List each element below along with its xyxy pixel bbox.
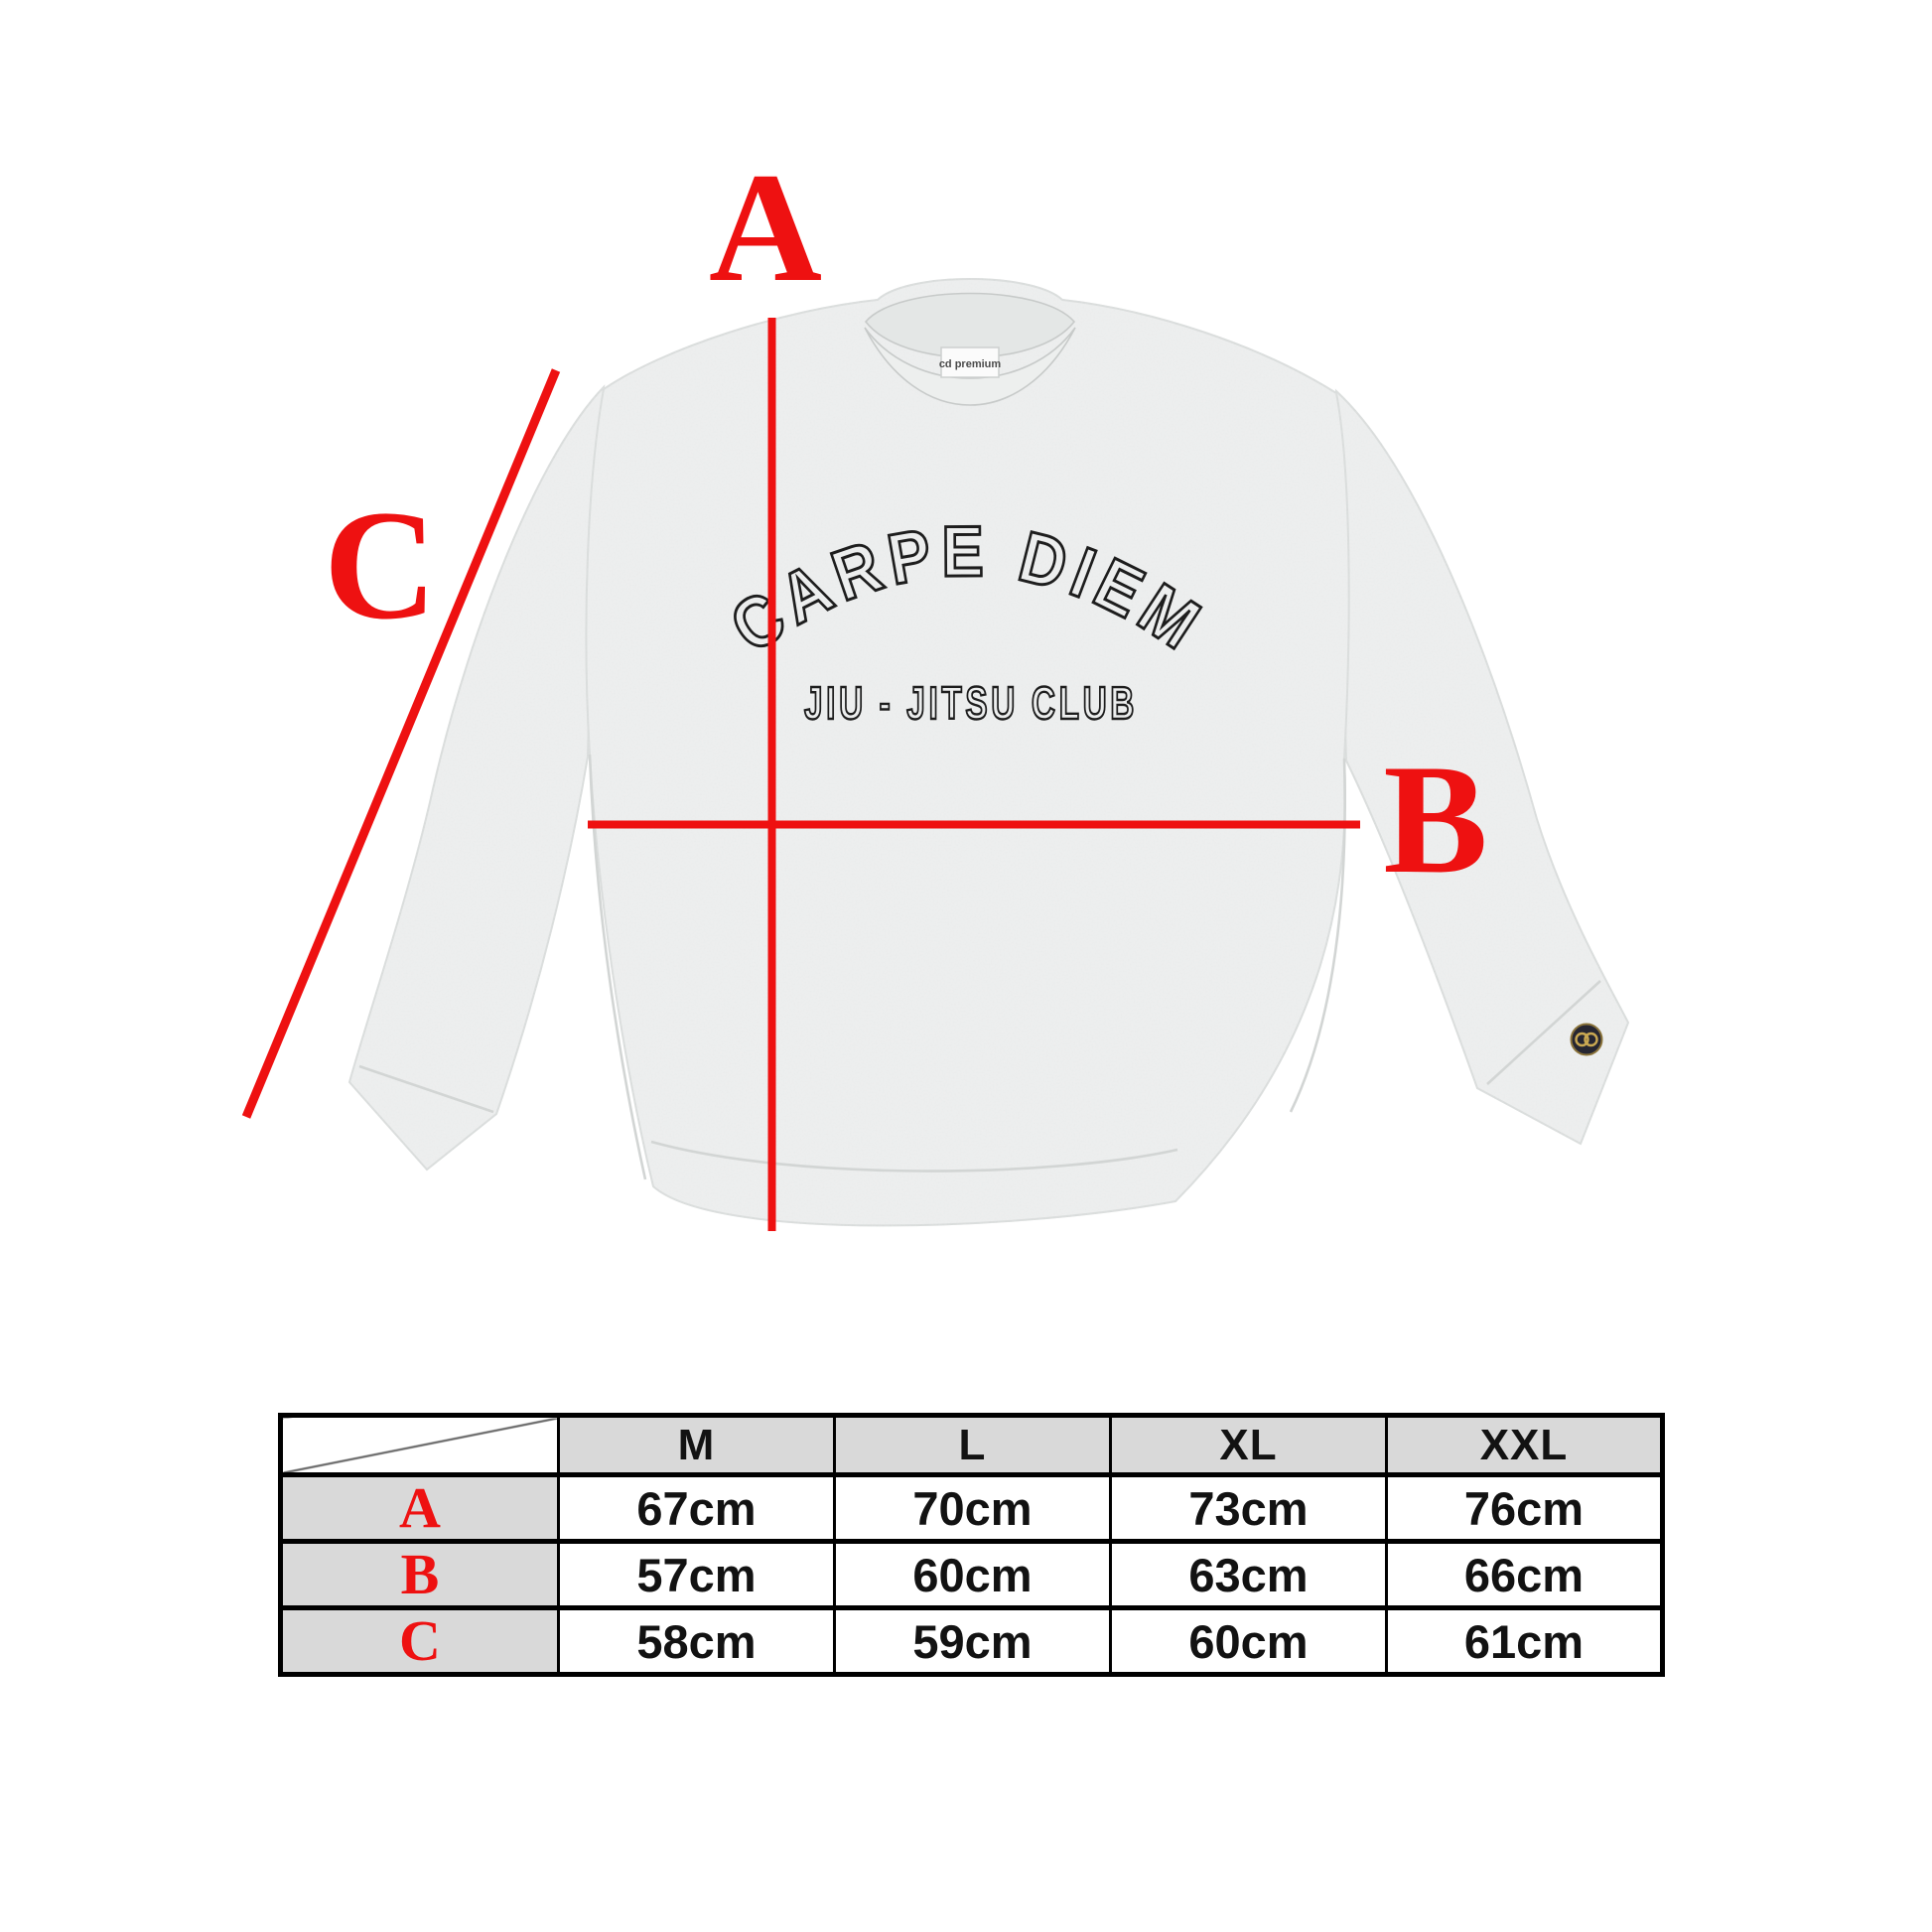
table-corner-cell [281, 1416, 559, 1475]
measurement-value-cell: 60cm [1111, 1608, 1387, 1675]
chest-print-arc: CARPE DIEM [717, 511, 1225, 673]
measurement-value-cell: 70cm [835, 1475, 1111, 1542]
measurement-row-label: A [281, 1475, 559, 1542]
measurement-value-cell: 73cm [1111, 1475, 1387, 1542]
dim-label-c: C [323, 479, 438, 652]
size-table [278, 1413, 1665, 1677]
measurement-row-label: B [281, 1542, 559, 1608]
table-row [281, 1542, 1663, 1608]
chest-print-subtitle: JIU - JITSU CLUB [804, 677, 1138, 729]
size-column-header: XL [1111, 1416, 1387, 1475]
size-column-header: M [559, 1416, 835, 1475]
table-header-row [281, 1416, 1663, 1475]
table-row [281, 1608, 1663, 1675]
measurement-value-cell: 66cm [1387, 1542, 1663, 1608]
measurement-value-cell: 61cm [1387, 1608, 1663, 1675]
measurement-value-cell: 67cm [559, 1475, 835, 1542]
size-column-header: XXL [1387, 1416, 1663, 1475]
cuff-badge [1572, 1025, 1602, 1055]
measurement-value-cell: 57cm [559, 1542, 835, 1608]
collar-label-text: cd premium [938, 358, 1002, 370]
dim-label-a: A [708, 141, 823, 315]
table-row [281, 1475, 1663, 1542]
measurement-row-label: C [281, 1608, 559, 1675]
sweatshirt-body [586, 279, 1348, 1225]
measurement-value-cell: 58cm [559, 1608, 835, 1675]
dim-label-b: B [1383, 733, 1488, 906]
measurement-value-cell: 76cm [1387, 1475, 1663, 1542]
size-column-header: L [835, 1416, 1111, 1475]
measurement-value-cell: 59cm [835, 1608, 1111, 1675]
measurement-value-cell: 63cm [1111, 1542, 1387, 1608]
measurement-value-cell: 60cm [835, 1542, 1111, 1608]
